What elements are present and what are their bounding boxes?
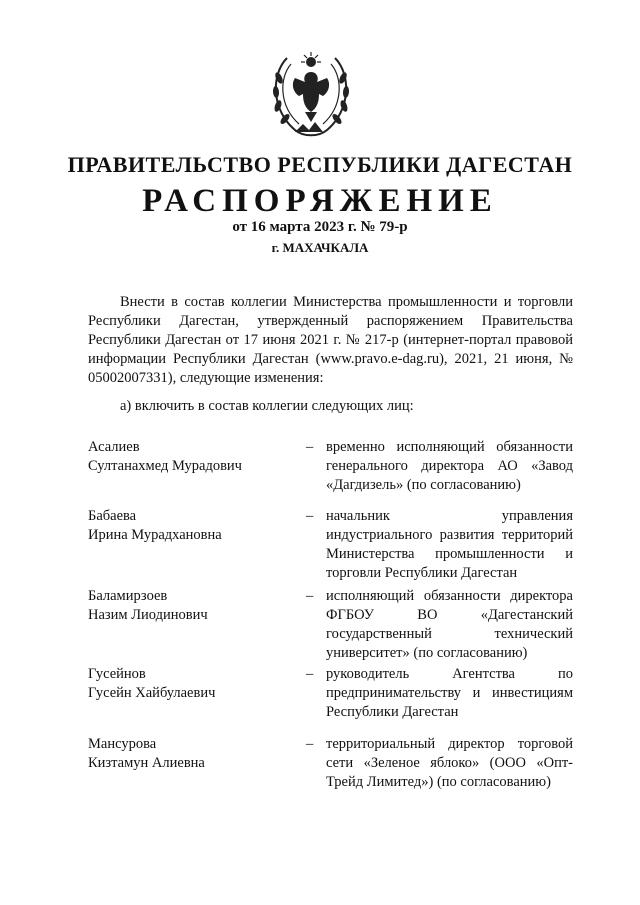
member-position: временно исполняющий обязанности генерального директора АО «Завод «Дагдизель» (по согласованию) xyxy=(326,439,573,493)
member-given-names: Ирина Мурадхановна xyxy=(88,527,222,543)
member-name xyxy=(88,438,298,476)
member-position: начальник управления индустриального развития территорий Министерства промышленности и торговли Республики Дагестан xyxy=(326,508,573,581)
member-name xyxy=(88,665,298,703)
document-city: г. МАХАЧКАЛА xyxy=(271,240,369,255)
member-position: исполняющий обязанности директора ФГБОУ ВО «Дагестанский государственный технический университет» (по согласованию) xyxy=(326,588,573,661)
document-date-number: от 16 марта 2023 г. № 79-р xyxy=(232,219,408,235)
member-surname: Мансурова xyxy=(88,736,157,752)
member-position: территориальный директор торговой сети «Зеленое яблоко» (ООО «Опт-Трейд Лимитед») (по согласованию) xyxy=(326,736,573,790)
member-dash: – xyxy=(306,666,314,682)
member-name xyxy=(88,735,298,773)
member-surname: Баламирзоев xyxy=(88,588,168,604)
government-title: ПРАВИТЕЛЬСТВО РЕСПУБЛИКИ ДАГЕСТАН xyxy=(67,152,573,177)
member-surname: Бабаева xyxy=(88,508,137,524)
coat-of-arms-emblem xyxy=(265,44,357,144)
member-given-names: Назим Лиодинович xyxy=(88,607,208,623)
member-position: руководитель Агентства по предпринимательству и инвестициям Республики Дагестан xyxy=(326,666,573,720)
member-dash: – xyxy=(306,508,314,524)
member-surname: Асалиев xyxy=(88,439,140,455)
member-dash: – xyxy=(306,736,314,752)
member-given-names: Гусейн Хайбулаевич xyxy=(88,685,216,701)
subpoint-a: а) включить в состав коллегии следующих лиц: xyxy=(120,398,414,414)
document-type-title: РАСПОРЯЖЕНИЕ xyxy=(142,183,498,219)
member-given-names: Кизтамун Алиевна xyxy=(88,755,205,771)
member-name xyxy=(88,507,298,545)
member-dash: – xyxy=(306,588,314,604)
member-given-names: Султанахмед Мурадович xyxy=(88,458,242,474)
preamble-paragraph: Внести в состав коллегии Министерства промышленности и торговли Республики Дагестан, утвержденный распоряжением Правительства Республики Дагестан от 17 июня 2021 г. № 217-р (интернет-портал правовой информации Республики Дагестан (www.pravo.e-dag.ru), 2021, 21 июня, № 05002007331), следующие изменения: xyxy=(88,294,573,386)
member-dash: – xyxy=(306,439,314,455)
member-name xyxy=(88,587,298,625)
member-surname: Гусейнов xyxy=(88,666,146,682)
